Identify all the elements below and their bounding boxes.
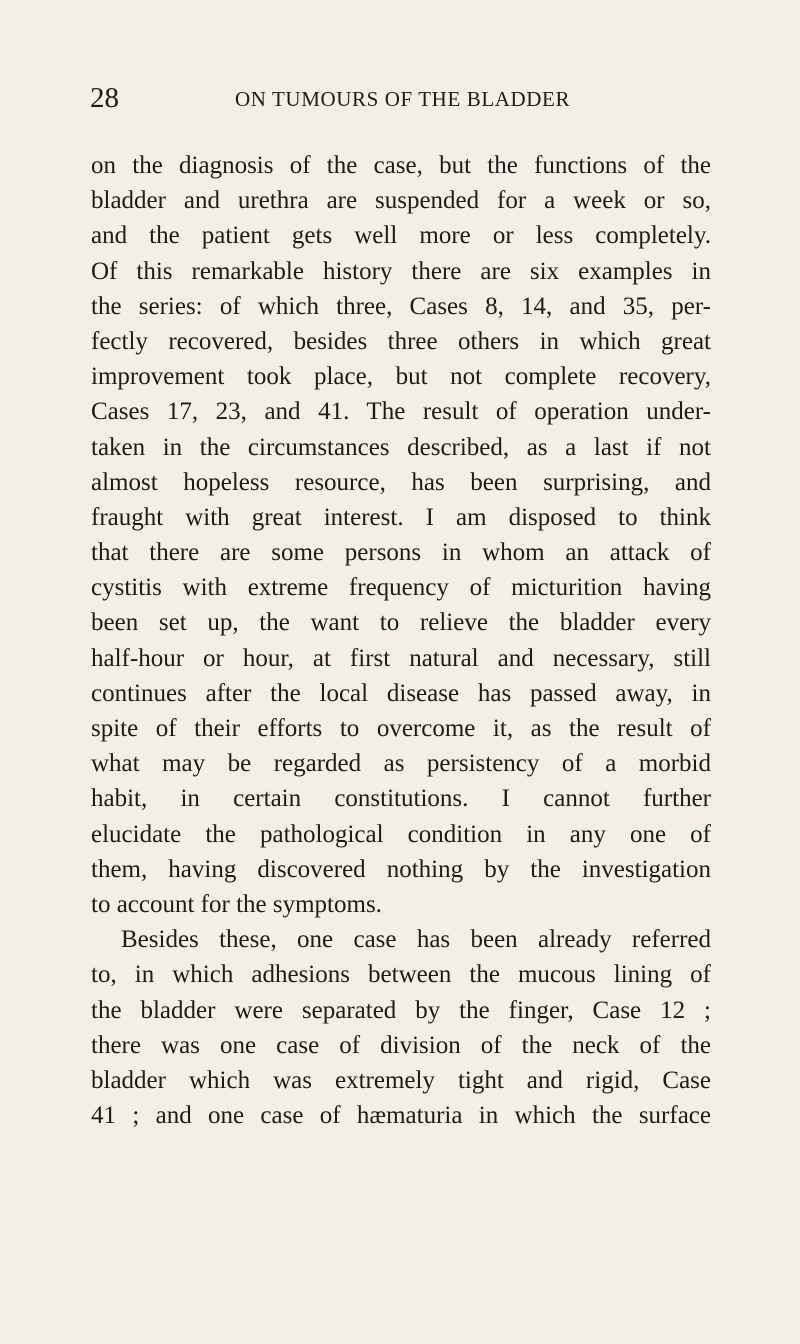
text-line: 41 ; and one case of hæmaturia in which the surface: [91, 1102, 711, 1130]
paragraph-1: [91, 148, 711, 922]
text-line: elucidate the pathological condition in any one of: [91, 820, 711, 848]
page-header: [90, 83, 715, 113]
text-line: continues after the local disease has passed away, in: [91, 679, 711, 707]
text-line: fraught with great interest. I am disposed to think: [91, 503, 711, 531]
text-line: the bladder were separated by the finger, Case 12 ;: [91, 996, 711, 1024]
page-number: 28: [90, 82, 119, 114]
text-line: Besides these, one case has been already referred: [121, 926, 711, 954]
text-line: them, having discovered nothing by the investigation: [91, 855, 711, 883]
text-line: and the patient gets well more or less completely.: [91, 222, 711, 250]
running-title: ON TUMOURS OF THE BLADDER: [235, 87, 571, 111]
text-line: what may be regarded as persistency of a morbid: [91, 750, 711, 778]
text-line: that there are some persons in whom an attack of: [91, 539, 711, 567]
text-line: bladder and urethra are suspended for a week or so,: [91, 187, 711, 215]
text-line: spite of their efforts to overcome it, as the result of: [91, 715, 711, 742]
text-line: bladder which was extremely tight and rigid, Case: [91, 1066, 711, 1094]
text-line: to account for the symptoms.: [91, 890, 382, 918]
text-line: taken in the circumstances described, as a last if not: [91, 433, 711, 461]
text-line: almost hopeless resource, has been surprising, and: [91, 468, 711, 496]
text-line: been set up, the want to relieve the bladder every: [91, 609, 711, 637]
text-line: half-hour or hour, at first natural and necessary, still: [91, 644, 711, 672]
text-line: Of this remarkable history there are six examples in: [91, 257, 711, 285]
paragraph-2: [91, 922, 711, 1133]
text-line: Cases 17, 23, and 41. The result of operation under-: [91, 398, 711, 426]
text-line: improvement took place, but not complete recovery,: [91, 363, 711, 391]
text-line: to, in which adhesions between the mucous lining of: [91, 961, 711, 989]
text-line: habit, in certain constitutions. I cannot further: [91, 785, 711, 813]
text-line: the series: of which three, Cases 8, 14, and 35, per-: [91, 292, 711, 320]
text-line: there was one case of division of the neck of the: [91, 1031, 711, 1059]
body-text: [91, 148, 711, 1133]
text-line: on the diagnosis of the case, but the functions of the: [91, 152, 711, 179]
text-line: cystitis with extreme frequency of micturition having: [91, 574, 711, 602]
text-line: fectly recovered, besides three others in which great: [91, 327, 711, 355]
